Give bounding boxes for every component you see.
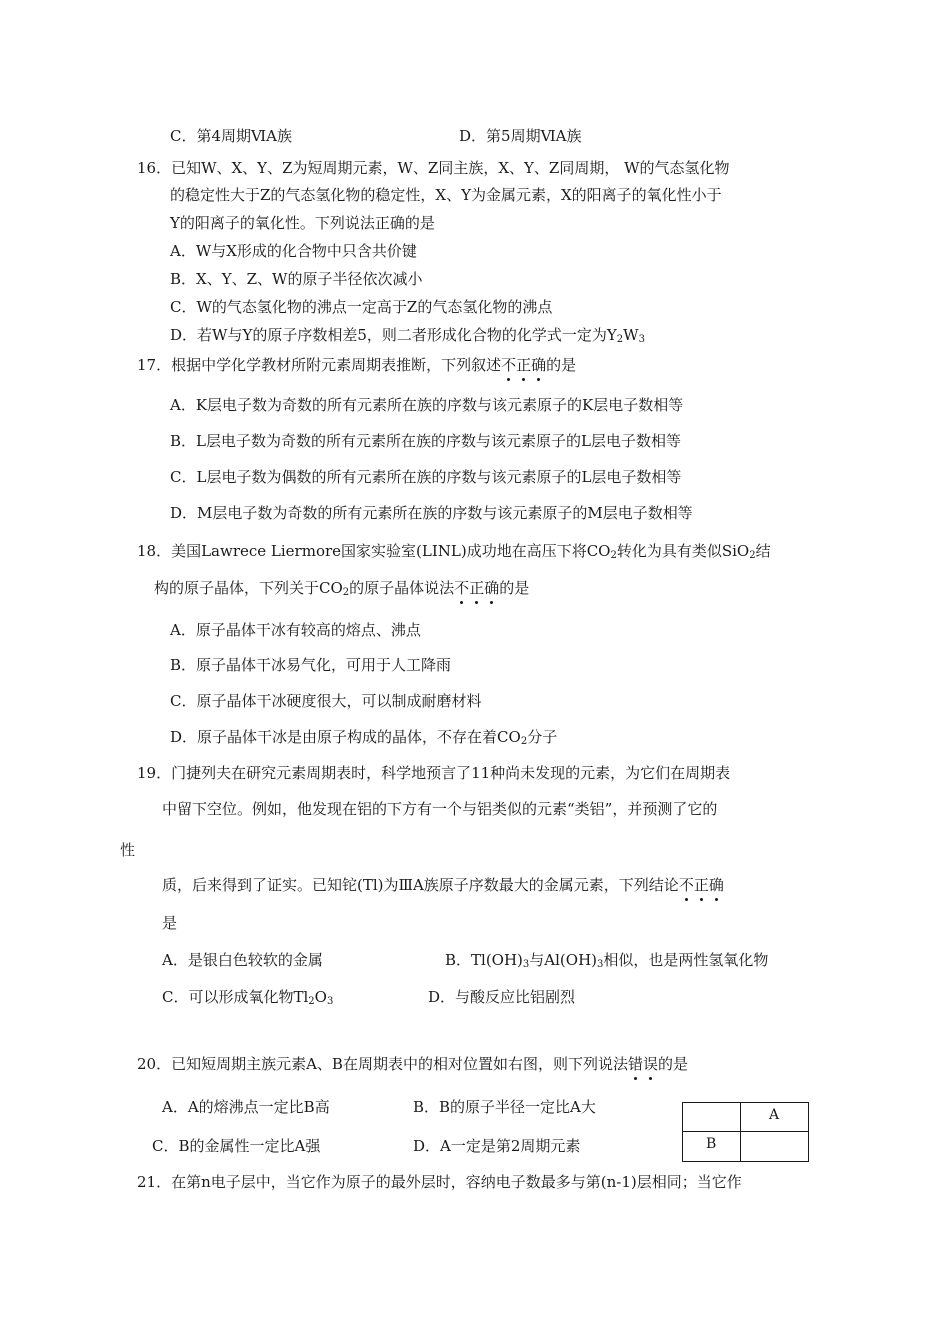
grid-cell-a: A — [769, 1107, 780, 1123]
q19-stem-line5: 是 — [162, 914, 178, 932]
q20-stem-text: 20．已知短周期主族元素A、B在周期表中的相对位置如右图，则下列说法 — [137, 1055, 628, 1073]
q16-option-d-sub2: 3 — [638, 334, 645, 345]
q17-option-b: B．L层电子数为奇数的所有元素所在族的序数与该元素原子的L层电子数相等 — [170, 432, 681, 450]
q18-stem-line1-sub1: 2 — [610, 550, 617, 561]
q19-stem-line3: 性 — [120, 841, 136, 859]
emphasis-dot-char: 不 — [678, 876, 694, 894]
q18-stem-line2-text: 构的原子晶体，下列关于CO — [154, 579, 343, 597]
q19-option-a: A．是银白色较软的金属 — [162, 951, 323, 969]
q20-option-b: B．B的原子半径一定比A大 — [413, 1098, 596, 1116]
q19-stem-line2: 中留下空位。例如，他发现在铝的下方有一个与铝类似的元素“类铝”，并预测了它的 — [162, 800, 718, 818]
q17-option-a: A．K层电子数为奇数的所有元素所在族的序数与该元素原子的K层电子数相等 — [170, 396, 684, 414]
q18-stem-line1-mid: 转化为具有类似SiO — [616, 542, 750, 560]
q16-stem-line3: Y的阳离子的氧化性。下列说法正确的是 — [170, 214, 435, 232]
q19-option-c-sub1: 2 — [308, 996, 315, 1007]
q19-stem-line4-text: 质，后来得到了证实。已知铊(Tl)为ⅢA族原子序数最大的金属元素，下列结论 — [162, 876, 679, 894]
q18-option-b: B．原子晶体干冰易气化，可用于人工降雨 — [170, 656, 452, 674]
q18-option-a: A．原子晶体干冰有较高的熔点、沸点 — [170, 621, 421, 639]
q17-stem-end: 的是 — [546, 356, 577, 374]
emphasis-dot-char: 错 — [627, 1055, 643, 1073]
q20-option-d: D．A一定是第2周期元素 — [413, 1137, 581, 1155]
q16-option-d-sub1: 2 — [616, 334, 624, 345]
q18-stem-line1-end: 结 — [755, 542, 771, 560]
grid-vertical-divider — [740, 1103, 741, 1161]
q19-option-c-mid: O — [314, 988, 327, 1006]
emphasis-dot-char: 正 — [469, 579, 485, 597]
q18-stem-line2 — [154, 578, 529, 603]
q18-option-d — [170, 727, 557, 752]
q15-option-d: D．第5周期ⅥA族 — [459, 127, 582, 145]
q19-stem-line4 — [162, 875, 724, 895]
q19-option-b — [445, 950, 768, 975]
q18-stem-line1 — [137, 541, 771, 566]
q16-option-b: B．X、Y、Z、W的原子半径依次减小 — [170, 270, 423, 288]
q20-option-c: C．B的金属性一定比A强 — [152, 1137, 321, 1155]
q19-option-b-sub1: 3 — [522, 959, 530, 970]
q19-option-b-text: B．Tl(OH) — [445, 951, 523, 969]
q18-option-c: C．原子晶体干冰硬度很大，可以制成耐磨材料 — [170, 692, 482, 710]
q19-option-b-mid: 与Al(OH) — [529, 951, 598, 969]
emphasis-dot-char: 正 — [693, 876, 709, 894]
q16-option-c: C．W的气态氢化物的沸点一定高于Z的气态氢化物的沸点 — [170, 298, 553, 316]
q18-stem-line2-sub: 2 — [342, 587, 350, 598]
emphasis-dot-char: 确 — [708, 876, 724, 894]
q20-stem-end: 的是 — [657, 1055, 688, 1073]
emphasis-dot-char: 确 — [484, 579, 500, 597]
emphasis-dot-char: 误 — [642, 1055, 658, 1073]
q18-option-d-sub: 2 — [520, 736, 528, 747]
q18-stem-line1-sub2: 2 — [749, 550, 756, 561]
emphasis-dot-char: 正 — [516, 356, 532, 374]
q18-stem-line1-text: 18．美国Lawrece Liermore国家实验室(LINL)成功地在高压下将CO — [137, 542, 611, 560]
q21-stem-line1: 21．在第n电子层中，当它作为原子的最外层时，容纳电子数最多与第(n-1)层相同；当它作 — [137, 1173, 742, 1191]
q15-option-c: C．第4周期ⅥA族 — [170, 127, 292, 145]
q16-option-a: A．W与X形成的化合物中只含共价键 — [170, 242, 417, 260]
q16-stem-line1: 16．已知W、X、Y、Z为短周期元素，W、Z同主族，X、Y、Z同周期， W的气态氢化物 — [137, 159, 730, 177]
q18-stem-line2-end: 的是 — [499, 579, 530, 597]
q19-option-d: D．与酸反应比铝剧烈 — [428, 988, 576, 1006]
periodic-position-grid — [682, 1102, 809, 1162]
q17-option-d: D．M层电子数为奇数的所有元素所在族的序数与该元素原子的M层电子数相等 — [170, 504, 693, 522]
q16-option-d — [170, 325, 645, 350]
q19-option-c — [162, 987, 333, 1012]
q20-option-a: A．A的熔沸点一定比B高 — [162, 1098, 330, 1116]
q19-option-c-text: C．可以形成氧化物Tl — [162, 988, 309, 1006]
q18-stem-line2-mid: 的原子晶体说法 — [349, 579, 455, 597]
q18-option-d-text: D．原子晶体干冰是由原子构成的晶体，不存在着CO — [170, 728, 521, 746]
q18-option-d-end: 分子 — [527, 728, 558, 746]
q17-option-c: C．L层电子数为偶数的所有元素所在族的序数与该元素原子的L层电子数相等 — [170, 468, 682, 486]
grid-horizontal-divider — [683, 1131, 808, 1132]
q17-stem-text: 17．根据中学化学教材所附元素周期表推断，下列叙述 — [137, 356, 502, 374]
q17-stem — [137, 355, 576, 375]
q19-option-b-end: 相似，也是两性氢氧化物 — [603, 951, 769, 969]
emphasis-dot-char: 不 — [501, 356, 517, 374]
emphasis-dot-char: 不 — [454, 579, 470, 597]
q16-option-d-mid: W — [623, 326, 639, 344]
grid-cell-b: B — [706, 1136, 717, 1152]
q20-stem — [137, 1054, 688, 1074]
q16-option-d-text: D．若W与Y的原子序数相差5，则二者形成化合物的化学式一定为Y — [170, 326, 617, 344]
q19-option-c-sub2: 3 — [326, 996, 334, 1007]
q19-stem-line1: 19．门捷列夫在研究元素周期表时，科学地预言了11种尚未发现的元素，为它们在周期表 — [137, 764, 731, 782]
q16-stem-line2: 的稳定性大于Z的气态氢化物的稳定性，X、Y为金属元素，X的阳离子的氧化性小于 — [170, 186, 722, 204]
emphasis-dot-char: 确 — [531, 356, 547, 374]
q19-option-b-sub2: 3 — [597, 959, 604, 970]
